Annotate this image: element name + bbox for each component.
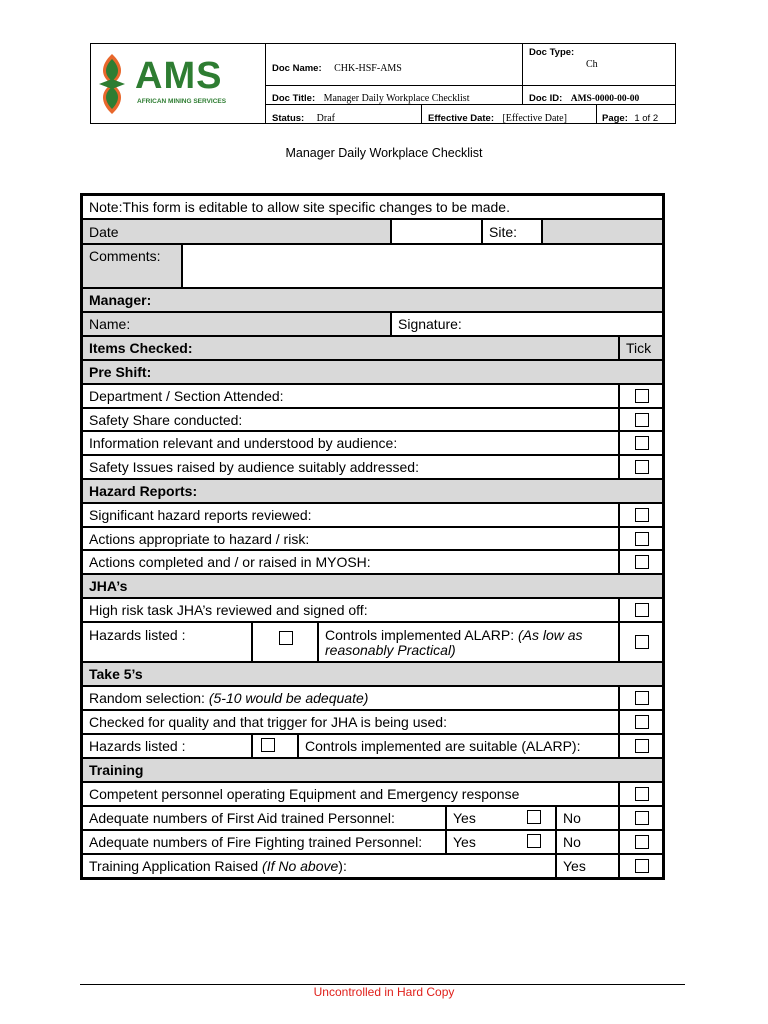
doc-id-label: Doc ID:: [529, 93, 563, 104]
tick-cell: [619, 782, 663, 806]
take5-random-italic: (5-10 would be adequate): [208, 690, 369, 706]
tick-cell: [252, 622, 318, 662]
effective-date-value: [Effective Date]: [502, 113, 567, 124]
tick-checkbox[interactable]: [635, 715, 649, 729]
tick-checkbox[interactable]: [635, 389, 649, 403]
site-field[interactable]: [542, 219, 663, 244]
pre-shift-item-department: Department / Section Attended:: [82, 384, 619, 408]
checklist-form: [80, 193, 665, 880]
company-logo: [95, 52, 263, 116]
ams-logo-icon: [97, 53, 127, 115]
doc-id-row: [529, 88, 639, 106]
training-competent: Competent personnel operating Equipment and Emergency response: [82, 782, 619, 806]
first-aid-no-checkbox[interactable]: [635, 811, 649, 825]
signature-label[interactable]: Signature:: [391, 312, 663, 336]
tick-checkbox[interactable]: [635, 436, 649, 450]
tick-checkbox[interactable]: [635, 691, 649, 705]
hazard-item-actions-completed: Actions completed and / or raised in MYOSH:: [82, 550, 619, 574]
tick-cell: [619, 806, 663, 830]
document-header: [90, 43, 676, 124]
comments-field[interactable]: [182, 244, 663, 288]
jha-hazards-listed: Hazards listed :: [82, 622, 252, 662]
pre-shift-item-information: Information relevant and understood by audience:: [82, 431, 619, 455]
doc-name-value: CHK-HSF-AMS: [334, 63, 402, 74]
tick-cell: [619, 854, 663, 878]
take5-heading: Take 5’s: [82, 662, 663, 686]
tick-cell: [619, 686, 663, 710]
take5-hazards-listed: Hazards listed :: [82, 734, 252, 758]
date-label: Date: [82, 219, 391, 244]
take5-checked-quality: Checked for quality and that trigger for JHA is being used:: [82, 710, 619, 734]
form-note: Note:This form is editable to allow site specific changes to be made.: [82, 195, 663, 219]
fire-fighting-yes-label: Yes: [453, 834, 476, 850]
tick-checkbox[interactable]: [635, 739, 649, 753]
take5-controls-suitable: Controls implemented are suitable (ALARP):: [298, 734, 619, 758]
training-application-raised: [82, 854, 556, 878]
tick-cell: [619, 384, 663, 408]
doc-name-label: Doc Name:: [272, 63, 322, 74]
tick-checkbox[interactable]: [635, 508, 649, 522]
manager-heading: Manager:: [82, 288, 663, 312]
tick-cell: [619, 550, 663, 574]
tick-cell: [619, 431, 663, 455]
first-aid-yes-cell: [446, 806, 556, 830]
footer-uncontrolled-note: Uncontrolled in Hard Copy: [313, 985, 455, 999]
hazard-item-actions-appropriate: Actions appropriate to hazard / risk:: [82, 527, 619, 550]
doc-name-row: [272, 58, 402, 76]
tick-cell: [252, 734, 298, 758]
jha-hazards-checkbox[interactable]: [279, 631, 293, 645]
training-first-aid: Adequate numbers of First Aid trained Personnel:: [82, 806, 446, 830]
tick-cell: [619, 622, 663, 662]
company-full-name: AFRICAN MINING SERVICES: [137, 98, 227, 105]
tick-cell: [619, 598, 663, 622]
status-row: [272, 108, 335, 126]
tick-cell: [619, 830, 663, 854]
jha-controls-text: Controls implemented ALARP:: [325, 627, 518, 643]
tick-cell: [619, 527, 663, 550]
tick-cell: [619, 710, 663, 734]
doc-title-value: Manager Daily Workplace Checklist: [323, 93, 470, 104]
first-aid-yes-label: Yes: [453, 810, 476, 826]
site-label: Site:: [482, 219, 542, 244]
tick-column-header: Tick: [619, 336, 663, 360]
pre-shift-item-safety-share: Safety Share conducted:: [82, 408, 619, 431]
hazard-reports-heading: Hazard Reports:: [82, 479, 663, 503]
take5-hazards-checkbox[interactable]: [261, 738, 275, 752]
hazard-item-significant: Significant hazard reports reviewed:: [82, 503, 619, 527]
tick-checkbox[interactable]: [635, 787, 649, 801]
training-app-suffix: ):: [338, 858, 347, 874]
jha-item-reviewed: High risk task JHA’s reviewed and signed off:: [82, 598, 619, 622]
doc-type-value: Ch: [586, 59, 598, 70]
comments-label: Comments:: [82, 244, 182, 288]
take5-random-selection: [82, 686, 619, 710]
tick-checkbox[interactable]: [635, 532, 649, 546]
jha-heading: JHA’s: [82, 574, 663, 598]
first-aid-yes-checkbox[interactable]: [527, 810, 541, 824]
jha-controls-italic: (As low as reasonably Practical): [325, 627, 583, 658]
training-fire-fighting: Adequate numbers of Fire Fighting trained Personnel:: [82, 830, 446, 854]
name-label: Name:: [82, 312, 391, 336]
page-title: Manager Daily Workplace Checklist: [285, 146, 483, 160]
training-app-italic: (If No above: [262, 858, 339, 874]
tick-cell: [619, 455, 663, 479]
first-aid-no-label: No: [556, 806, 619, 830]
take5-random-text: Random selection:: [89, 690, 209, 706]
pre-shift-item-safety-issues: Safety Issues raised by audience suitably addressed:: [82, 455, 619, 479]
items-checked-heading: Items Checked:: [82, 336, 619, 360]
status-label: Status:: [272, 113, 305, 124]
effective-date-label: Effective Date:: [428, 113, 494, 124]
effective-date-row: [428, 108, 567, 126]
page-value: 1 of 2: [634, 113, 659, 124]
status-value: Draf: [316, 113, 335, 124]
tick-cell: [619, 408, 663, 431]
tick-checkbox[interactable]: [635, 635, 649, 649]
training-app-yes-label: Yes: [556, 854, 619, 878]
training-heading: Training: [82, 758, 663, 782]
fire-fighting-no-label: No: [556, 830, 619, 854]
tick-checkbox[interactable]: [635, 460, 649, 474]
fire-fighting-no-checkbox[interactable]: [635, 835, 649, 849]
jha-controls-alarp: [318, 622, 619, 662]
tick-checkbox[interactable]: [635, 413, 649, 427]
doc-title-label: Doc Title:: [272, 93, 316, 104]
tick-cell: [619, 503, 663, 527]
page-label: Page:: [602, 113, 628, 124]
fire-fighting-yes-checkbox[interactable]: [527, 834, 541, 848]
doc-id-value: AMS-0000-00-00: [570, 94, 640, 104]
tick-cell: [619, 734, 663, 758]
pre-shift-heading: Pre Shift:: [82, 360, 663, 384]
doc-title-row: [272, 88, 469, 106]
company-name: AMS: [135, 55, 223, 97]
page-row: [602, 108, 658, 126]
training-app-yes-checkbox[interactable]: [635, 859, 649, 873]
date-field[interactable]: [391, 219, 482, 244]
tick-checkbox[interactable]: [635, 603, 649, 617]
fire-fighting-yes-cell: [446, 830, 556, 854]
tick-checkbox[interactable]: [635, 555, 649, 569]
doc-type-label: Doc Type:: [529, 47, 575, 58]
training-app-text: Training Application Raised: [89, 858, 263, 874]
